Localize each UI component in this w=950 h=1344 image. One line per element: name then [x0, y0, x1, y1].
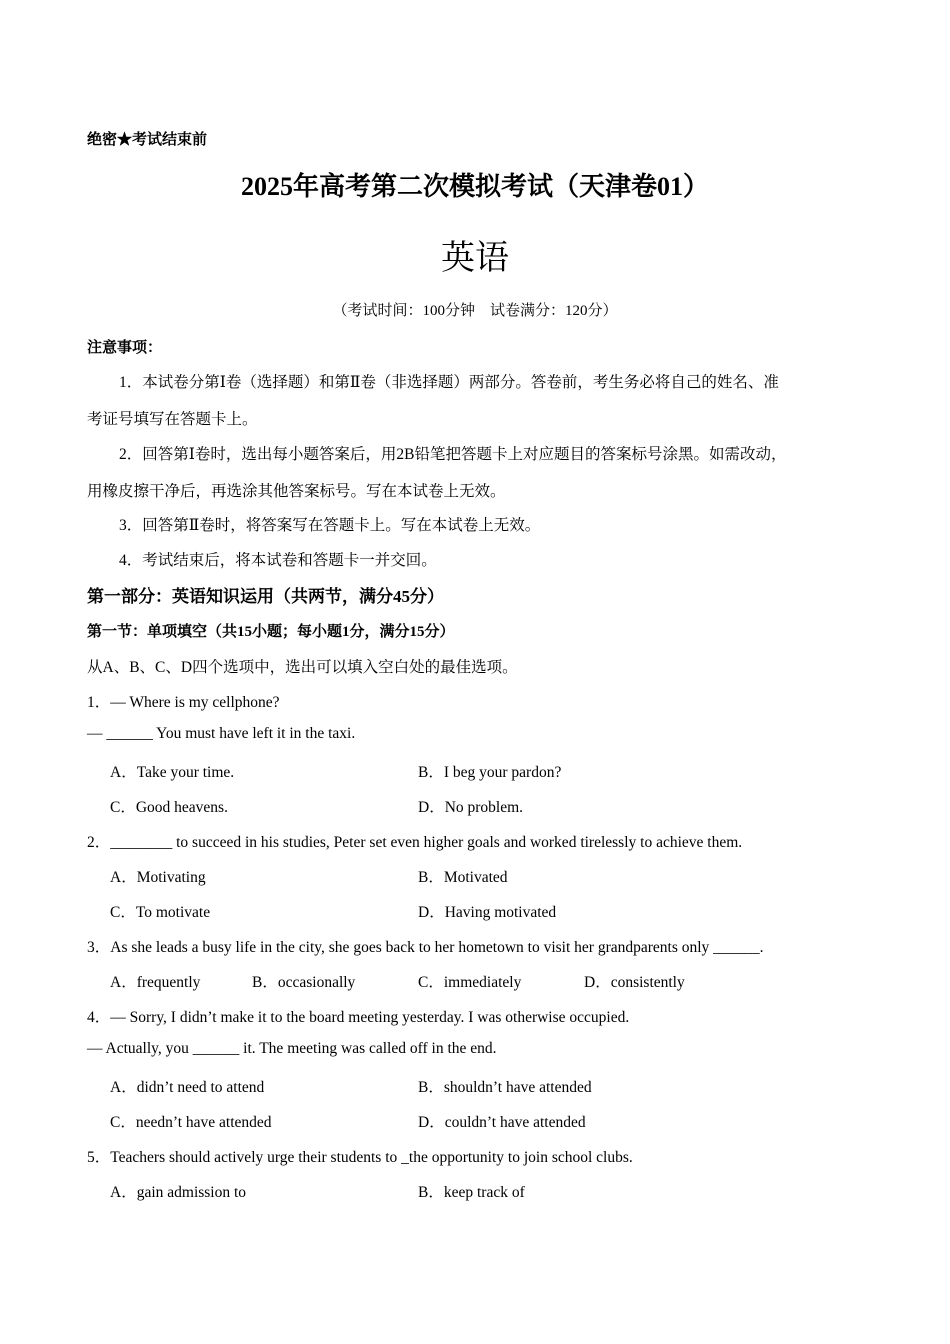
- question-1-reply: — ______ You must have left it in the taxi.: [87, 725, 356, 742]
- question-2-option-c: C．To motivate: [110, 904, 211, 921]
- question-4-option-a: A．didn’t need to attend: [110, 1079, 265, 1096]
- note-item-4: 4．考试结束后，将本试卷和答题卡一并交回。: [119, 552, 437, 569]
- note-item-2-line-2: 用橡皮擦干净后，再选涂其他答案标号。写在本试卷上无效。: [87, 483, 506, 500]
- question-1-option-c: C．Good heavens.: [110, 799, 228, 816]
- part1-heading: 第一部分：英语知识运用（共两节，满分45分）: [87, 587, 444, 606]
- question-2-stem: 2．________ to succeed in his studies, Peter set even higher goals and worked tirelessly to achieve them.: [87, 834, 743, 851]
- question-4-option-d: D．couldn’t have attended: [418, 1114, 586, 1131]
- note-item-1-line-1: 1．本试卷分第Ⅰ卷（选择题）和第Ⅱ卷（非选择题）两部分。答卷前，考生务必将自己的姓名、准: [119, 374, 779, 391]
- question-3-stem: 3．As she leads a busy life in the city, she goes back to her hometown to visit her grandparents only ______.: [87, 939, 764, 956]
- question-4-option-b: B．shouldn’t have attended: [418, 1079, 592, 1096]
- question-4-stem: 4．— Sorry, I didn’t make it to the board meeting yesterday. I was otherwise occupied.: [87, 1009, 630, 1026]
- question-2-option-b: B．Motivated: [418, 869, 508, 886]
- question-5-stem: 5．Teachers should actively urge their students to _the opportunity to join school clubs.: [87, 1149, 633, 1166]
- notes-heading: 注意事项：: [87, 340, 163, 356]
- question-3-option-a: A．frequently: [110, 974, 201, 991]
- exam-title: 2025年高考第二次模拟考试（天津卷01）: [240, 172, 709, 201]
- question-2-option-a: A．Motivating: [110, 869, 206, 886]
- secret-label: 绝密★考试结束前: [87, 132, 208, 148]
- question-1-stem: 1．— Where is my cellphone?: [87, 694, 280, 711]
- question-5-option-a: A．gain admission to: [110, 1184, 247, 1201]
- section1-instruction: 从A、B、C、D四个选项中，选出可以填入空白处的最佳选项。: [87, 659, 518, 676]
- question-5-option-b: B．keep track of: [418, 1184, 525, 1201]
- subject-title: 英语: [441, 238, 509, 278]
- question-3-option-b: B．occasionally: [252, 974, 356, 991]
- note-item-1-line-2: 考证号填写在答题卡上。: [87, 411, 258, 428]
- section1-heading: 第一节：单项填空（共15小题；每小题1分，满分15分）: [87, 624, 455, 640]
- note-item-3: 3．回答第Ⅱ卷时，将答案写在答题卡上。写在本试卷上无效。: [119, 517, 541, 534]
- time-info: （考试时间：100分钟 试卷满分：120分）: [332, 303, 618, 319]
- question-3-option-c: C．immediately: [418, 974, 522, 991]
- question-4-reply: — Actually, you ______ it. The meeting was called off in the end.: [87, 1040, 497, 1057]
- question-1-option-d: D．No problem.: [418, 799, 524, 816]
- question-4-option-c: C．needn’t have attended: [110, 1114, 272, 1131]
- question-1-option-a: A．Take your time.: [110, 764, 235, 781]
- question-3-option-d: D．consistently: [584, 974, 685, 991]
- note-item-2-line-1: 2．回答第Ⅰ卷时，选出每小题答案后，用2B铅笔把答题卡上对应题目的答案标号涂黑。如需改动，: [119, 446, 787, 463]
- question-2-option-d: D．Having motivated: [418, 904, 557, 921]
- question-1-option-b: B．I beg your pardon?: [418, 764, 562, 781]
